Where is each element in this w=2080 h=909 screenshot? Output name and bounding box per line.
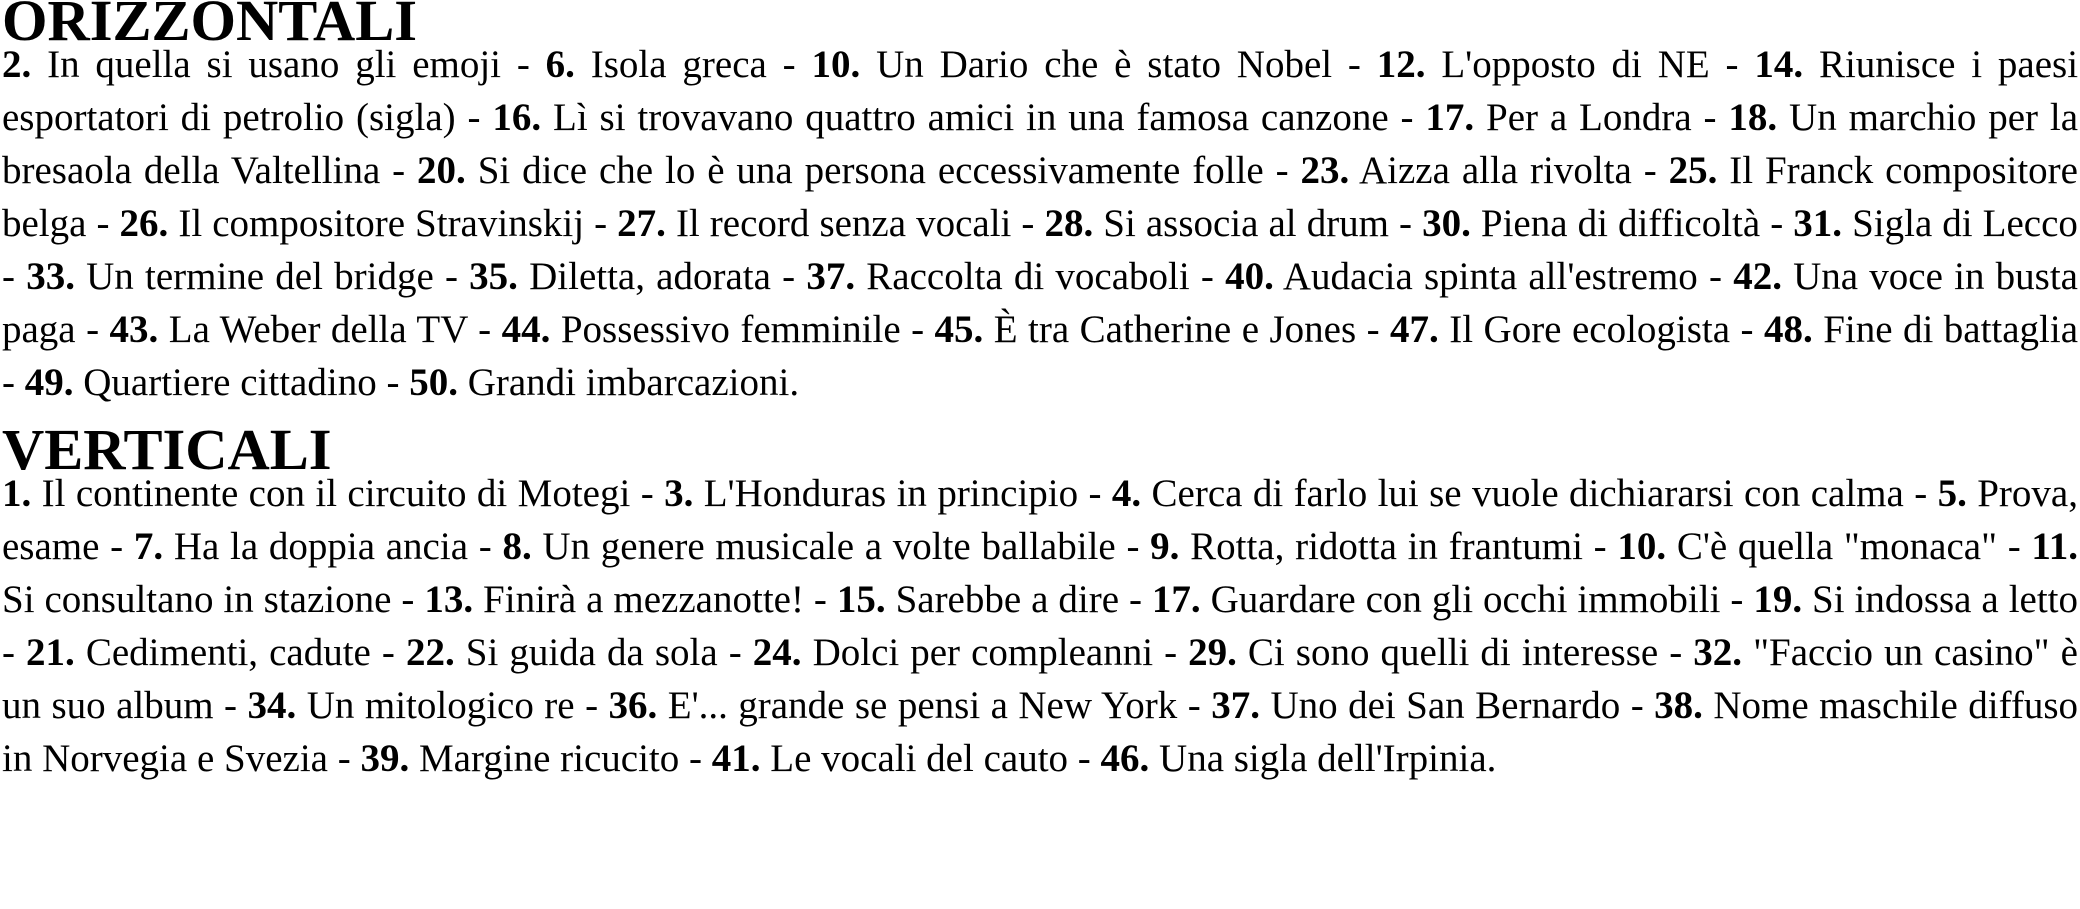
- clue-separator: -: [1177, 684, 1212, 727]
- clue-number: 50.: [409, 361, 458, 404]
- clue-text: L'Honduras in principio: [703, 472, 1079, 515]
- clue-separator: -: [1119, 578, 1152, 621]
- clue-text: Margine ricucito: [418, 737, 680, 780]
- clue-separator: -: [1730, 308, 1764, 351]
- clue-separator: -: [1582, 525, 1618, 568]
- clue-separator: -: [1356, 308, 1391, 351]
- clue-text: Nome maschile diffuso in Norvegia e Svezia: [2, 684, 2079, 780]
- clue-number: 1.: [2, 472, 32, 515]
- clue-number: 44.: [501, 308, 551, 351]
- clue-text: Quartiere cittadino: [83, 361, 377, 404]
- clue-separator: -: [1720, 578, 1754, 621]
- clue-text: La Weber della TV: [168, 308, 468, 351]
- clue-separator: -: [1709, 43, 1755, 86]
- clue-text: Il Franck compositore belga: [2, 149, 2078, 245]
- clue-number: 43.: [109, 308, 159, 351]
- clue-text: Audacia spinta all'estremo: [1282, 255, 1698, 298]
- clue-text: Raccolta di vocaboli: [866, 255, 1190, 298]
- clue-text: Guardare con gli occhi immobili: [1210, 578, 1721, 621]
- clue-separator: -: [717, 631, 753, 674]
- clue-separator: -: [1153, 631, 1189, 674]
- orizzontali-clues: [2, 38, 2078, 409]
- clue-number: 4.: [1111, 472, 1142, 515]
- clue-number: 10.: [1617, 525, 1667, 568]
- clue-text: Finirà a mezzanotte!: [483, 578, 804, 621]
- clue-text: Un genere musicale a volte ballabile: [542, 525, 1116, 568]
- clue-text: Piena di difficoltà: [1480, 202, 1761, 245]
- verticali-clues: [2, 467, 2078, 785]
- clue-item: [1112, 472, 1904, 515]
- clue-item: [935, 308, 1357, 351]
- clue-text: Si guida da sola: [465, 631, 718, 674]
- clue-text: Il Gore ecologista: [1449, 308, 1731, 351]
- clue-item: [1044, 202, 1389, 245]
- clue-number: 12.: [1376, 43, 1426, 86]
- clue-text: Si associa al drum: [1103, 202, 1390, 245]
- clue-number: 7.: [133, 525, 164, 568]
- clue-item: [417, 149, 1264, 192]
- orizzontali-title: ORIZZONTALI: [2, 0, 418, 53]
- clue-text: In quella si usano gli emoji: [47, 43, 502, 86]
- clue-separator: -: [1691, 96, 1729, 139]
- clue-number: 9.: [1150, 525, 1180, 568]
- clue-text: Per a Londra: [1486, 96, 1692, 139]
- clue-separator: -: [1389, 202, 1423, 245]
- clue-item: [664, 472, 1078, 515]
- clue-number: 34.: [247, 684, 297, 727]
- clue-number: 6.: [545, 43, 575, 86]
- clue-text: Una voce in busta paga: [2, 255, 2078, 351]
- clue-number: 45.: [934, 308, 984, 351]
- clue-number: 3.: [664, 472, 694, 515]
- clue-number: 40.: [1225, 255, 1274, 298]
- clue-separator: -: [2, 361, 25, 404]
- clue-separator: -: [1115, 525, 1151, 568]
- clue-separator: -: [1760, 202, 1794, 245]
- clue-separator: -: [213, 684, 248, 727]
- clue-item: [120, 202, 585, 245]
- clue-number: 5.: [1937, 472, 1967, 515]
- clue-text: Si consultano in stazione: [2, 578, 392, 621]
- clue-separator: -: [501, 43, 546, 86]
- clue-text: Aizza alla rivolta: [1359, 149, 1632, 192]
- clue-item: [712, 737, 1068, 780]
- clue-separator: -: [1078, 472, 1112, 515]
- clue-number: 28.: [1044, 202, 1094, 245]
- clue-separator: -: [327, 737, 361, 780]
- clue-number: 15.: [836, 578, 886, 621]
- clue-number: 29.: [1188, 631, 1237, 674]
- clue-number: 25.: [1668, 149, 1718, 192]
- clue-number: 22.: [405, 631, 455, 674]
- crossword-clues-page: [2, 0, 2078, 785]
- clue-item: [424, 578, 804, 621]
- clue-item: [1150, 525, 1583, 568]
- clue-text: Grandi imbarcazioni.: [467, 361, 800, 404]
- clue-separator: -: [455, 96, 493, 139]
- clue-item: [1753, 578, 2078, 621]
- clue-item: [1301, 149, 1632, 192]
- clue-item: [1152, 578, 1721, 621]
- clue-number: 14.: [1754, 43, 1804, 86]
- clue-number: 13.: [424, 578, 474, 621]
- clue-text: Lì si trovavano quattro amici in una famosa canzone: [553, 96, 1389, 139]
- clue-text: E'... grande se pensi a New York: [667, 684, 1178, 727]
- clue-separator: -: [630, 472, 665, 515]
- clue-number: 16.: [492, 96, 542, 139]
- clue-item: [609, 684, 1178, 727]
- clue-item: [1101, 737, 1497, 780]
- clue-item: [360, 737, 679, 780]
- clue-separator: -: [433, 255, 470, 298]
- orizzontali-section: [2, 0, 2078, 409]
- clue-text: Diletta, adorata: [529, 255, 771, 298]
- clue-item: [806, 255, 1189, 298]
- clue-separator: -: [2, 255, 27, 298]
- clue-number: 33.: [26, 255, 75, 298]
- clue-number: 8.: [502, 525, 532, 568]
- clue-number: 10.: [811, 43, 861, 86]
- clue-item: [248, 684, 575, 727]
- clue-separator: -: [679, 737, 712, 780]
- clue-item: [811, 43, 1332, 86]
- clue-number: 35.: [469, 255, 518, 298]
- clue-separator: -: [2, 631, 27, 674]
- clue-text: C'è quella "monaca": [1676, 525, 1997, 568]
- clue-item: [1422, 202, 1760, 245]
- clue-item: [26, 631, 371, 674]
- clue-item: [1764, 308, 2078, 351]
- clue-text: Un mitologico re: [306, 684, 575, 727]
- clue-separator: -: [391, 578, 425, 621]
- clue-number: 20.: [417, 149, 466, 192]
- clue-separator: -: [1997, 525, 2032, 568]
- clue-number: 41.: [711, 737, 761, 780]
- clue-number: 42.: [1733, 255, 1782, 298]
- clue-text: Ci sono quelli di interesse: [1247, 631, 1659, 674]
- clue-text: Riunisce i paesi esportatori di petrolio (sigla): [2, 43, 2079, 139]
- clue-number: 11.: [2031, 525, 2079, 568]
- clue-number: 21.: [26, 631, 75, 674]
- clue-text: Cedimenti, cadute: [85, 631, 371, 674]
- clue-separator: -: [376, 361, 410, 404]
- clue-separator: -: [99, 525, 134, 568]
- clue-number: 30.: [1422, 202, 1471, 245]
- clue-item: [25, 361, 377, 404]
- clue-text: Uno dei San Bernardo: [1270, 684, 1621, 727]
- clue-number: 46.: [1100, 737, 1150, 780]
- clue-text: Il compositore Stravinskij: [178, 202, 585, 245]
- clue-item: [617, 202, 1011, 245]
- clue-number: 27.: [617, 202, 666, 245]
- clue-text: Il record senza vocali: [675, 202, 1012, 245]
- clue-separator: -: [1631, 149, 1669, 192]
- clue-separator: -: [1068, 737, 1101, 780]
- clue-item: [1617, 525, 1997, 568]
- clue-number: 37.: [1211, 684, 1260, 727]
- clue-separator: -: [584, 202, 618, 245]
- clue-item: [1225, 255, 1698, 298]
- clue-item: [406, 631, 718, 674]
- clue-text: "Faccio un casino" è un suo album: [2, 631, 2078, 727]
- clue-item: [26, 255, 434, 298]
- clue-separator: -: [1658, 631, 1694, 674]
- clue-item: [1390, 308, 1730, 351]
- clue-number: 2.: [2, 43, 32, 86]
- clue-item: [1211, 684, 1620, 727]
- clue-text: Un Dario che è stato Nobel: [876, 43, 1333, 86]
- clue-text: Cerca di farlo lui se vuole dichiararsi con calma: [1151, 472, 1904, 515]
- clue-number: 38.: [1654, 684, 1703, 727]
- clue-text: Ha la doppia ancia: [173, 525, 469, 568]
- clue-number: 32.: [1693, 631, 1743, 674]
- clue-item: [2, 472, 630, 515]
- clue-separator: -: [1332, 43, 1377, 86]
- clue-text: Una sigla dell'Irpinia.: [1159, 737, 1497, 780]
- clue-text: Isola greca: [590, 43, 767, 86]
- clue-text: Dolci per compleanni: [812, 631, 1154, 674]
- clue-text: L'opposto di NE: [1441, 43, 1710, 86]
- clue-separator: -: [770, 255, 807, 298]
- clue-text: Un termine del bridge: [86, 255, 434, 298]
- clue-item: [409, 361, 799, 404]
- clue-separator: -: [1263, 149, 1301, 192]
- clue-number: 18.: [1728, 96, 1778, 139]
- clue-item: [2, 43, 501, 86]
- clue-item: [134, 525, 468, 568]
- clue-number: 39.: [360, 737, 410, 780]
- clue-separator: -: [75, 308, 110, 351]
- clue-item: [492, 96, 1388, 139]
- clue-text: Sarebbe a dire: [895, 578, 1120, 621]
- clue-number: 36.: [608, 684, 658, 727]
- clue-separator: -: [900, 308, 935, 351]
- clue-item: [546, 43, 767, 86]
- clue-number: 24.: [752, 631, 802, 674]
- clue-number: 48.: [1763, 308, 1813, 351]
- clue-item: [469, 255, 771, 298]
- clue-number: 26.: [119, 202, 169, 245]
- clue-separator: -: [380, 149, 418, 192]
- clue-text: Sigla di Lecco: [1852, 202, 2078, 245]
- clue-number: 23.: [1300, 149, 1350, 192]
- clue-item: [837, 578, 1119, 621]
- clue-item: [753, 631, 1153, 674]
- clue-separator: -: [1388, 96, 1426, 139]
- clue-text: Il continente con il circuito di Motegi: [41, 472, 631, 515]
- clue-item: [110, 308, 468, 351]
- clue-text: Si indossa a letto: [1812, 578, 2079, 621]
- verticali-section: [2, 417, 2079, 785]
- clue-separator: -: [1189, 255, 1226, 298]
- clue-number: 17.: [1151, 578, 1201, 621]
- clue-item: [1793, 202, 2078, 245]
- clue-number: 49.: [24, 361, 74, 404]
- clue-separator: -: [574, 684, 609, 727]
- clue-text: Prova, esame: [2, 472, 2078, 568]
- clue-text: Possessivo femminile: [560, 308, 901, 351]
- clue-separator: -: [1620, 684, 1655, 727]
- clue-separator: -: [1903, 472, 1938, 515]
- clue-item: [1425, 96, 1691, 139]
- clue-text: Un marchio per la bresaola della Valtellina: [2, 96, 2079, 192]
- clue-separator: -: [86, 202, 120, 245]
- clue-separator: -: [766, 43, 812, 86]
- clue-separator: -: [467, 308, 502, 351]
- clue-number: 17.: [1425, 96, 1475, 139]
- clue-separator: -: [468, 525, 503, 568]
- clue-separator: -: [1011, 202, 1045, 245]
- clue-item: [1377, 43, 1710, 86]
- clue-number: 37.: [806, 255, 856, 298]
- clue-number: 31.: [1793, 202, 1843, 245]
- clue-item: [502, 308, 901, 351]
- clue-number: 47.: [1390, 308, 1439, 351]
- clue-text: È tra Catherine e Jones: [993, 308, 1357, 351]
- clue-text: Si dice che lo è una persona eccessivamente folle: [477, 149, 1264, 192]
- clue-separator: -: [370, 631, 406, 674]
- clue-text: Rotta, ridotta in frantumi: [1190, 525, 1583, 568]
- clue-item: [502, 525, 1115, 568]
- clue-item: [1188, 631, 1658, 674]
- clue-separator: -: [1697, 255, 1734, 298]
- clue-text: Le vocali del cauto: [770, 737, 1069, 780]
- clue-separator: -: [803, 578, 837, 621]
- clue-number: 19.: [1753, 578, 1803, 621]
- verticali-title: VERTICALI: [2, 417, 332, 482]
- clue-text: Fine di battaglia: [1823, 308, 2079, 351]
